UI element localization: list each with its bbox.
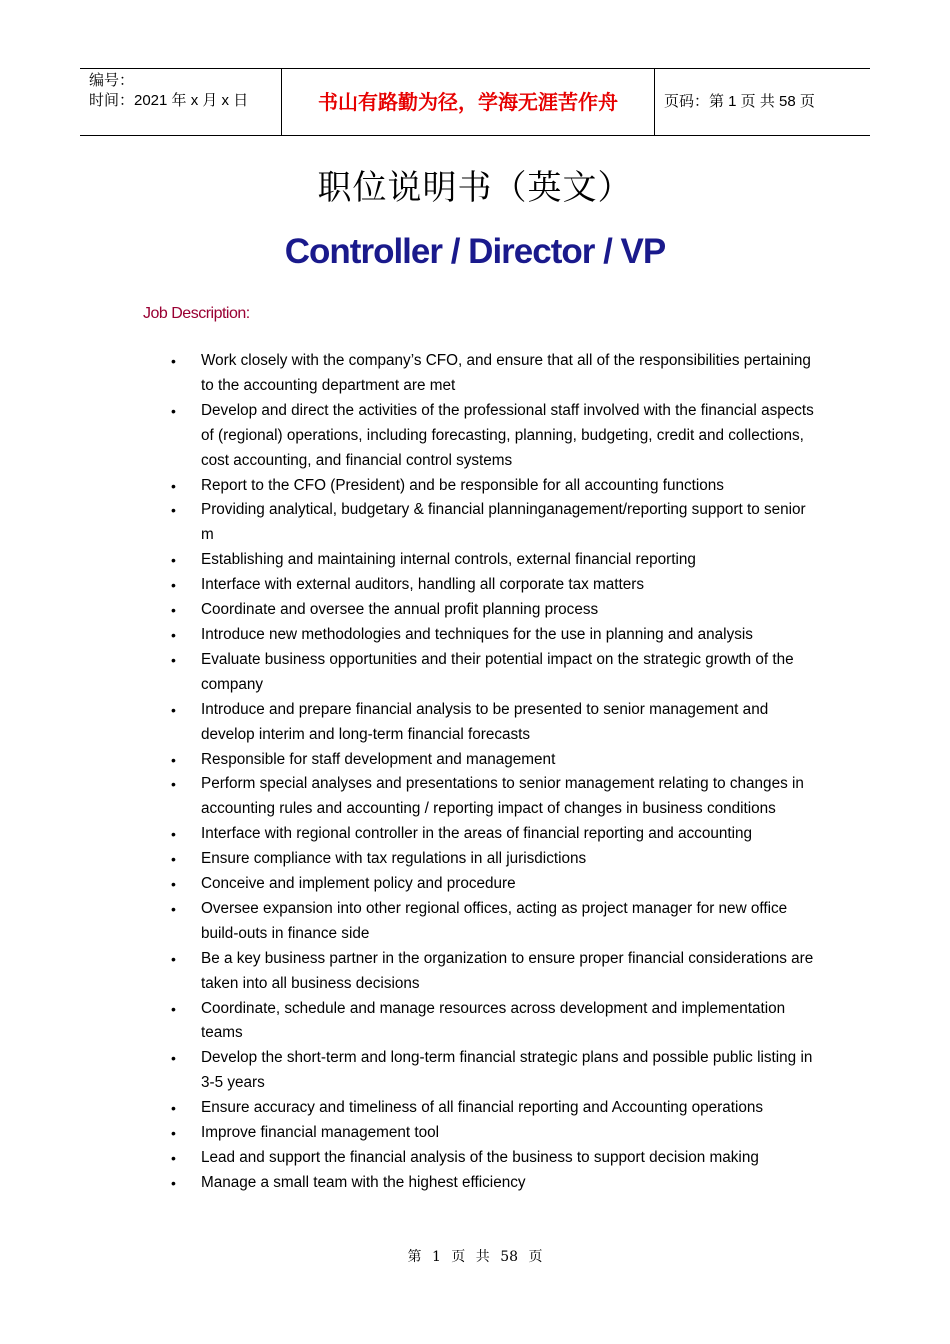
header-motto: 书山有路勤为径，学海无涯苦作舟 xyxy=(281,69,655,135)
bullet-icon: • xyxy=(171,701,176,718)
list-item xyxy=(0,349,821,399)
bullet-icon: • xyxy=(171,577,176,594)
list-item-text: Be a key business partner in the organization to ensure proper financial considerations are taken into all business decisions xyxy=(201,949,814,992)
bullet-icon: • xyxy=(171,602,176,619)
list-item xyxy=(0,748,821,773)
bullet-icon: • xyxy=(171,851,176,868)
list-item xyxy=(0,648,821,698)
list-item xyxy=(0,498,821,548)
list-item-text: Improve financial management tool xyxy=(201,1124,440,1142)
list-item-text: Providing analytical, budgetary & financial planninganagement/reporting support to senior m xyxy=(201,501,806,544)
list-item-text: Perform special analyses and presentations to senior management relating to changes in accounting rules and accounting / reporting impact of changes in business conditions xyxy=(201,775,804,818)
list-item-text: Develop the short-term and long-term financial strategic plans and possible public listing in 3-5 years xyxy=(201,1049,813,1092)
list-item-text: Coordinate and oversee the annual profit planning process xyxy=(201,601,599,619)
list-item xyxy=(0,847,821,872)
bullet-icon: • xyxy=(171,552,176,569)
list-item-text: Report to the CFO (President) and be responsible for all accounting functions xyxy=(201,476,724,494)
time-label: 时间：2021 年 x 月 x 日 xyxy=(89,92,249,109)
page-footer: 第 1 页 共 58 页 xyxy=(407,1249,543,1265)
bullet-icon: • xyxy=(171,353,176,369)
document-title-english: Controller / Director / VP xyxy=(284,232,666,271)
bullet-icon: • xyxy=(171,402,176,419)
list-item xyxy=(0,947,821,997)
list-item-text: Ensure compliance with tax regulations in all jurisdictions xyxy=(201,850,587,868)
list-item-text: Responsible for staff development and management xyxy=(201,750,556,768)
list-item-text: Develop and direct the activities of the professional staff involved with the financial aspects of (regional) operations, including forecasting, planning, budgeting, credit and collections, cost accounting, and financial control systems xyxy=(201,401,814,469)
list-item xyxy=(0,548,821,573)
list-item xyxy=(0,822,821,847)
list-item xyxy=(0,1096,821,1121)
bullet-icon: • xyxy=(171,1100,176,1117)
list-item-text: Manage a small team with the highest efficiency xyxy=(201,1173,526,1191)
bullet-icon: • xyxy=(171,900,176,917)
list-item-text: Introduce and prepare financial analysis to be presented to senior management and develop interim and long-term financial forecasts xyxy=(201,700,769,743)
bullet-icon: • xyxy=(171,651,176,668)
bullet-icon: • xyxy=(171,776,176,793)
bullet-icon: • xyxy=(171,1174,176,1191)
document-header xyxy=(80,68,870,136)
bullet-icon: • xyxy=(171,1125,176,1142)
list-item xyxy=(0,1046,821,1096)
list-item xyxy=(0,573,821,598)
bullet-icon: • xyxy=(171,876,176,893)
list-item xyxy=(0,997,821,1047)
job-description-list xyxy=(0,349,950,1196)
bullet-icon: • xyxy=(171,1150,176,1166)
bullet-icon: • xyxy=(171,477,176,494)
list-item xyxy=(0,598,821,623)
list-item-text: Oversee expansion into other regional offices, acting as project manager for new office build-outs in finance side xyxy=(201,899,788,942)
list-item xyxy=(0,623,821,648)
list-item-text: Evaluate business opportunities and their potential impact on the strategic growth of the company xyxy=(201,650,794,693)
list-item-text: Work closely with the company’s CFO, and ensure that all of the responsibilities pertaining to the accounting department are met xyxy=(201,352,811,394)
list-item-text: Interface with external auditors, handling all corporate tax matters xyxy=(201,576,644,594)
list-item xyxy=(0,399,821,474)
list-item-text: Introduce new methodologies and techniques for the use in planning and analysis xyxy=(201,625,753,643)
list-item-text: Coordinate, schedule and manage resources across development and implementation teams xyxy=(201,999,786,1042)
number-label: 编号： xyxy=(89,72,135,89)
bullet-icon: • xyxy=(171,751,176,768)
bullet-icon: • xyxy=(171,626,176,643)
list-item-text: Interface with regional controller in the areas of financial reporting and accounting xyxy=(201,825,753,843)
list-item-text: Establishing and maintaining internal controls, external financial reporting xyxy=(201,551,696,569)
list-item-text: Conceive and implement policy and procedure xyxy=(201,875,516,893)
list-item xyxy=(0,1121,821,1146)
list-item xyxy=(0,772,821,822)
bullet-icon: • xyxy=(171,826,176,843)
bullet-icon: • xyxy=(171,1000,176,1017)
bullet-icon: • xyxy=(171,950,176,967)
list-item xyxy=(0,1146,821,1171)
list-item-text: Ensure accuracy and timeliness of all financial reporting and Accounting operations xyxy=(201,1099,764,1117)
list-item xyxy=(0,897,821,947)
header-page-info: 页码：第 1 页 共 58 页 xyxy=(664,93,815,110)
document-title-chinese: 职位说明书（英文） xyxy=(317,168,633,208)
bullet-icon: • xyxy=(171,1050,176,1067)
header-meta xyxy=(80,69,281,135)
list-item xyxy=(0,698,821,748)
list-item xyxy=(0,474,821,499)
list-item-text: Lead and support the financial analysis of the business to support decision making xyxy=(201,1149,759,1166)
section-heading: Job Description: xyxy=(143,305,250,322)
bullet-icon: • xyxy=(171,502,176,519)
list-item xyxy=(0,872,821,897)
list-item xyxy=(0,1171,821,1196)
